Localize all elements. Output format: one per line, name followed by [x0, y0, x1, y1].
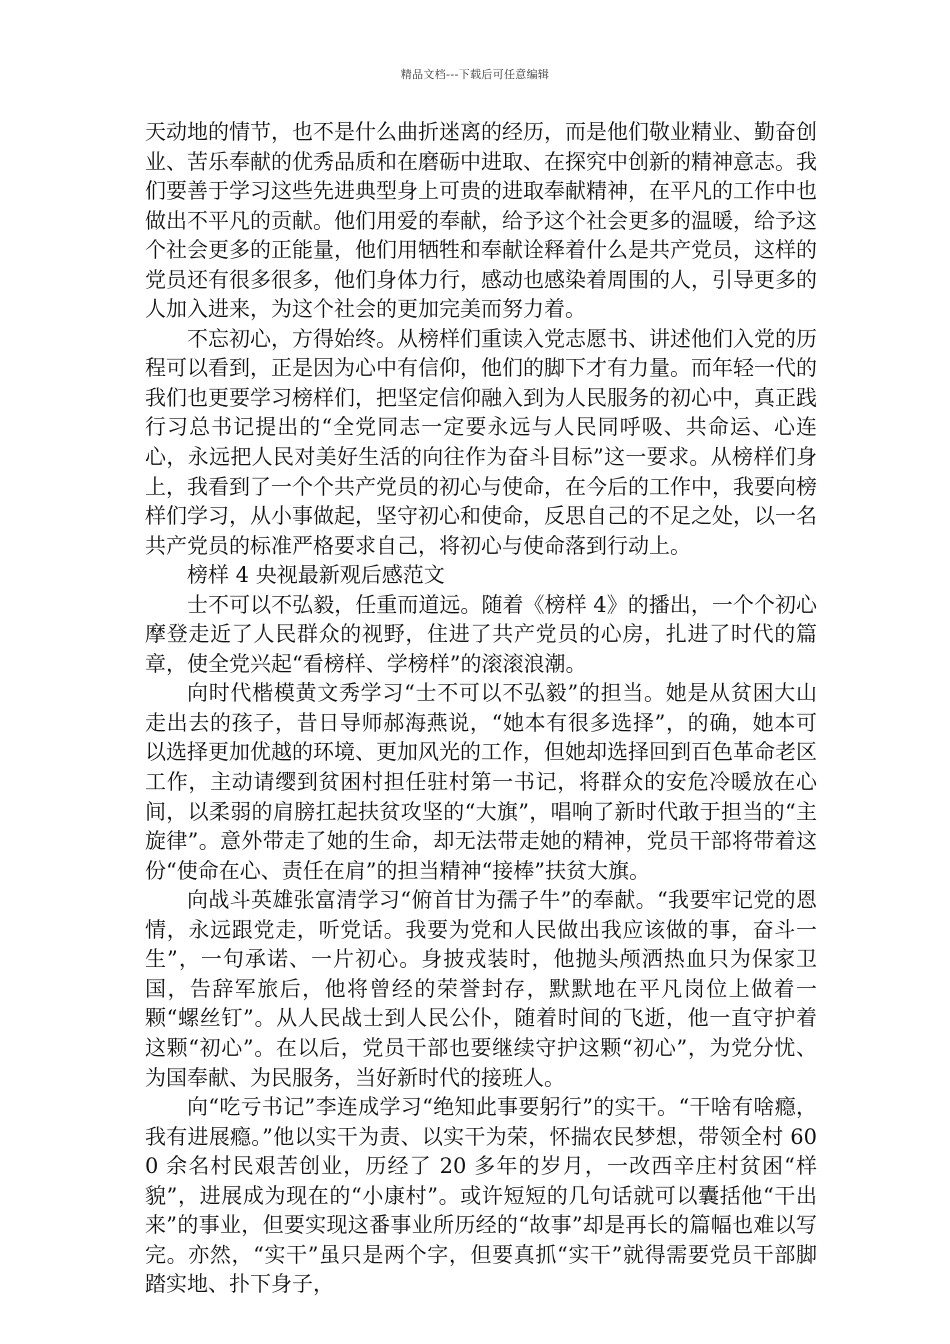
- paragraph: 向时代楷模黄文秀学习“士不可以不弘毅”的担当。她是从贫困大山走出去的孩子，昔日导师郝海燕说，“她本有很多选择”，的确，她本可以选择更加优越的环境、更加风光的工作，但她却选择回到百色革命老区工作，主动请缨到贫困村担任驻村第一书记，将群众的安危冷暖放在心间，以柔弱的肩膀扛起扶贫攻坚的“大旗”，唱响了新时代敢于担当的“主旋律”。意外带走了她的生命，却无法带走她的精神，党员干部将带着这份“使命在心、责任在肩”的担当精神“接棒”扶贫大旗。: [145, 681, 817, 883]
- section-heading: 榜样 4 央视最新观后感范文: [187, 563, 445, 588]
- document-body: [145, 118, 817, 1300]
- paragraph: 士不可以不弘毅，任重而道远。随着《榜样 4》的播出，一个个初心摩登走近了人民群众的视野，住进了共产党员的心房，扎进了时代的篇章，使全党兴起“看榜样、学榜样”的滚滚浪潮。: [145, 592, 817, 676]
- page-header: 精品文档---下载后可任意编辑: [400, 68, 550, 81]
- paragraph: 向“吃亏书记”李连成学习“绝知此事要躬行”的实干。“干啥有啥瘾，我有进展瘾。”他以实干为责、以实干为荣，怀揣农民梦想，带领全村 600 余名村民艰苦创业，历经了 20 多年的岁月，一改西辛庄村贫困“样貌”，进展成为现在的“小康村”。或许短短的几句话就可以囊括他“干出来”的事业，但要实现这番事业所历经的“故事”却是再长的篇幅也难以写完。亦然，“实干”虽只是两个字，但要真抓“实干”就得需要党员干部脚踏实地、扑下身子，: [145, 1095, 817, 1297]
- paragraph: 向战斗英雄张富清学习“俯首甘为孺子牛”的奉献。“我要牢记党的恩情，永远跟党走，听党话。我要为党和人民做出我应该做的事，奋斗一生”，一句承诺、一片初心。身披戎装时，他抛头颅洒热血只为保家卫国，告辞军旅后，他将曾经的荣誉封存，默默地在平凡岗位上做着一颗“螺丝钉”。从人民战士到人民公仆，随着时间的飞逝，他一直守护着这颗“初心”。在以后，党员干部也要继续守护这颗“初心”，为党分忧、为国奉献、为民服务，当好新时代的接班人。: [145, 888, 817, 1090]
- paragraph: 天动地的情节，也不是什么曲折迷离的经历，而是他们敬业精业、勤奋创业、苦乐奉献的优秀品质和在磨砺中进取、在探究中创新的精神意志。我们要善于学习这些先进典型身上可贵的进取奉献精神，在平凡的工作中也做出不平凡的贡献。他们用爱的奉献，给予这个社会更多的温暖，给予这个社会更多的正能量，他们用牺牲和奉献诠释着什么是共产党员，这样的党员还有很多很多，他们身体力行，感动也感染着周围的人，引导更多的人加入进来，为这个社会的更加完美而努力着。: [145, 120, 817, 322]
- paragraph: 不忘初心，方得始终。从榜样们重读入党志愿书、讲述他们入党的历程可以看到，正是因为心中有信仰，他们的脚下才有力量。而年轻一代的我们也更要学习榜样们，把坚定信仰融入到为人民服务的初心中，真正践行习总书记提出的“全党同志一定要永远与人民同呼吸、共命运、心连心，永远把人民对美好生活的向往作为奋斗目标”这一要求。从榜样们身上，我看到了一个个共产党员的初心与使命，在今后的工作中，我要向榜样们学习，从小事做起，坚守初心和使命，反思自己的不足之处，以一名共产党员的标准严格要求自己，将初心与使命落到行动上。: [145, 326, 817, 558]
